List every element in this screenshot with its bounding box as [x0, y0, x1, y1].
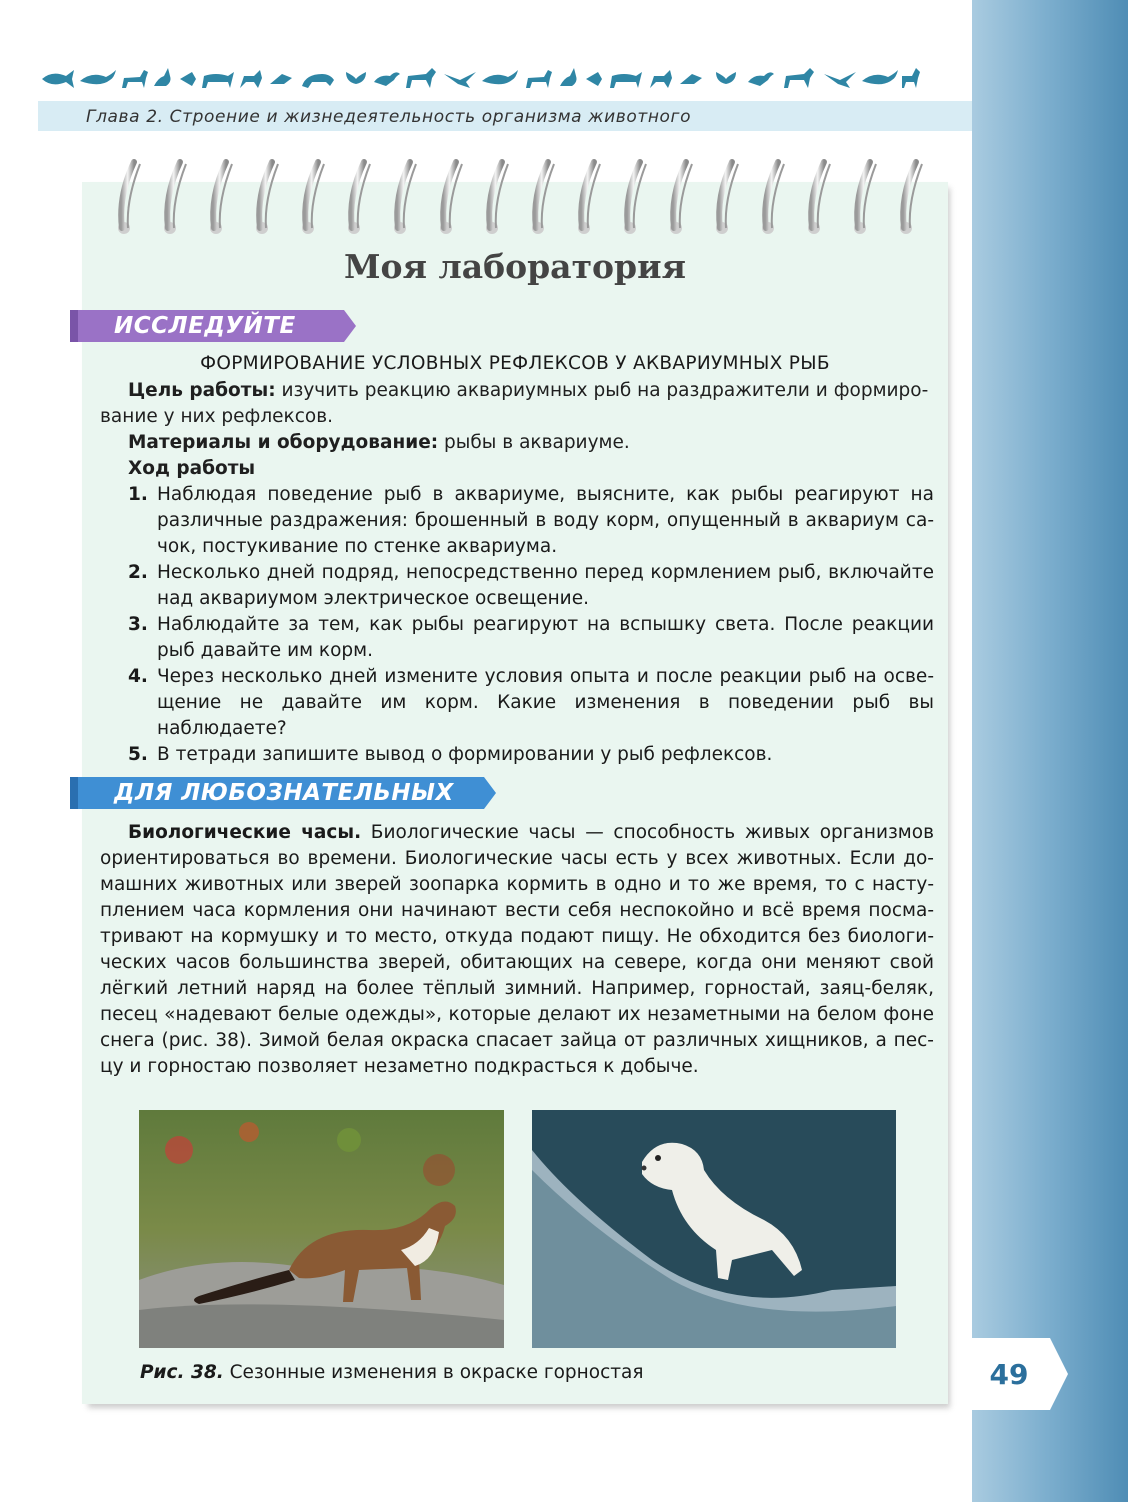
cat-icon: [650, 70, 672, 88]
curious-tag: [70, 777, 500, 809]
spiral-ring: [808, 162, 830, 234]
figure-caption: [140, 1360, 644, 1386]
whale-icon: [482, 70, 518, 84]
boar-icon: [302, 74, 334, 88]
butterfly-icon: [716, 72, 736, 84]
spiral-ring: [670, 162, 692, 234]
procedure-step: [128, 742, 934, 768]
step-number: 1.: [128, 484, 148, 505]
animal-silhouettes: [40, 64, 920, 94]
scorpion-icon: [748, 72, 774, 86]
spiral-ring: [624, 162, 646, 234]
bull-icon: [202, 72, 234, 88]
spiral-ring: [210, 162, 232, 234]
spiral-ring: [164, 162, 186, 234]
spiral-ring: [716, 162, 738, 234]
stoat-winter-photo: [532, 1110, 896, 1348]
step-text: Несколько дней подряд, непосредственно перед кормлением рыб, включайте над аквариумом электрическое освещение.: [157, 562, 934, 609]
cat-icon: [240, 70, 262, 88]
stoat-summer-image: [139, 1110, 504, 1348]
scorpion-icon: [374, 72, 400, 86]
curious-tag-label: ДЛЯ ЛЮБОЗНАТЕЛЬНЫХ: [114, 780, 454, 806]
swallow-icon: [824, 72, 856, 88]
goal-line-2: вание у них рефлексов.: [100, 406, 333, 427]
materials-text: рыбы в аквариуме.: [438, 432, 630, 453]
goal-label: Цель работы:: [128, 380, 276, 401]
moose-icon: [902, 68, 920, 88]
butterfly-icon: [346, 72, 366, 84]
deer-icon: [122, 70, 148, 88]
bird-icon: [270, 74, 292, 84]
animal-silhouette-row: [40, 64, 920, 94]
spiral-ring: [900, 162, 922, 234]
step-text: Через несколько дней измените условия опыта и после реакции рыб на осве-щение не давайте им корм. Какие изменения в поведении рыб вы наблюдаете?: [157, 666, 934, 739]
bull-icon: [610, 72, 642, 88]
step-number: 2.: [128, 562, 148, 583]
fish-icon: [42, 70, 74, 88]
step-number: 5.: [128, 744, 148, 765]
spiral-ring: [578, 162, 600, 234]
investigate-tag-label: ИССЛЕДУЙТЕ: [114, 313, 296, 339]
step-text: Наблюдая поведение рыб в аквариуме, выясните, как рыбы реагируют на различные раздражения: брошенный в воду корм, опущенный в аквариум са-чок, постукивание по стенке аквариума.: [157, 484, 934, 557]
spiral-ring: [854, 162, 876, 234]
chapter-title: Глава 2. Строение и жизнедеятельность организма животного: [86, 107, 692, 127]
spiral-ring: [440, 162, 462, 234]
swallow-icon: [444, 72, 476, 88]
spiral-ring: [532, 162, 554, 234]
procedure-steps: [128, 482, 934, 768]
whale-icon: [80, 70, 116, 84]
figure-label: Рис. 38.: [140, 1362, 224, 1383]
stoat-summer-photo: [139, 1110, 504, 1348]
whale-icon: [862, 70, 898, 84]
spiral-ring: [118, 162, 140, 234]
spiral-ring: [394, 162, 416, 234]
investigate-tag: [70, 310, 360, 342]
step-number: 3.: [128, 614, 148, 635]
experiment-heading: ФОРМИРОВАНИЕ УСЛОВНЫХ РЕФЛЕКСОВ У АКВАРИУМНЫХ РЫБ: [200, 353, 830, 374]
procedure-step: [128, 664, 934, 742]
figure-caption-text: Сезонные изменения в окраске горностая: [223, 1362, 644, 1383]
step-text: Наблюдайте за тем, как рыбы реагируют на вспышку света. После реакции рыб давайте им корм.: [157, 614, 934, 661]
bird-icon: [560, 68, 577, 86]
materials-line: [128, 430, 934, 456]
materials-label: Материалы и оборудование:: [128, 432, 439, 453]
horse-icon: [784, 68, 814, 88]
insect-icon: [586, 72, 602, 86]
procedure-step: [128, 482, 934, 560]
horse-icon: [406, 68, 436, 88]
stoat-winter-image: [532, 1110, 896, 1348]
procedure-label: Ход работы: [128, 458, 256, 479]
bird-icon: [154, 68, 171, 86]
step-number: 4.: [128, 666, 148, 687]
spiral-ring: [348, 162, 370, 234]
notebook-spirals: [112, 156, 932, 240]
paragraph-text: Биологические часы — способность живых организмов ориентироваться во времени. Биологические часы есть у всех животных. Если до-машних животных или зверей зоопарка кормить в одно и то же время, то с насту-плением часа кормления они начинают вести себя неспокойно и всё время посма-тривают на кормушку и то место, откуда подают пищу. Не обходится без биологи-ческих часов большинства зверей, обитающих на севере, когда они меняют свой лёгкий летний наряд на более тёплый зимний. Например, горностай, заяц-беляк, песец «надевают белые одежды», которые делают их незаметными на белом фоне снега (рис. 38). Зимой белая окраска спасает зайца от различных хищников, а пес-цу и горностаю позволяет незаметно подкрасться к добыче.: [100, 822, 934, 1077]
deer-icon: [526, 70, 552, 88]
lab-title: Моя лаборатория: [344, 247, 686, 286]
spiral-ring: [256, 162, 278, 234]
procedure-step: [128, 612, 934, 664]
biological-clock-paragraph: [100, 820, 934, 1080]
page-number: 49: [989, 1358, 1029, 1391]
goal-text: изучить реакцию аквариумных рыб на раздражители и формиро-: [275, 380, 929, 401]
page-edge-strip: [972, 0, 1128, 1502]
goal-line-1: [128, 378, 934, 404]
paragraph-lead: Биологические часы.: [128, 822, 362, 843]
bird-icon: [680, 74, 702, 84]
insect-icon: [180, 70, 196, 88]
step-text: В тетради запишите вывод о формировании у рыб рефлексов.: [157, 744, 773, 765]
spiral-ring: [302, 162, 324, 234]
spiral-ring: [486, 162, 508, 234]
procedure-step: [128, 560, 934, 612]
spiral-ring: [762, 162, 784, 234]
